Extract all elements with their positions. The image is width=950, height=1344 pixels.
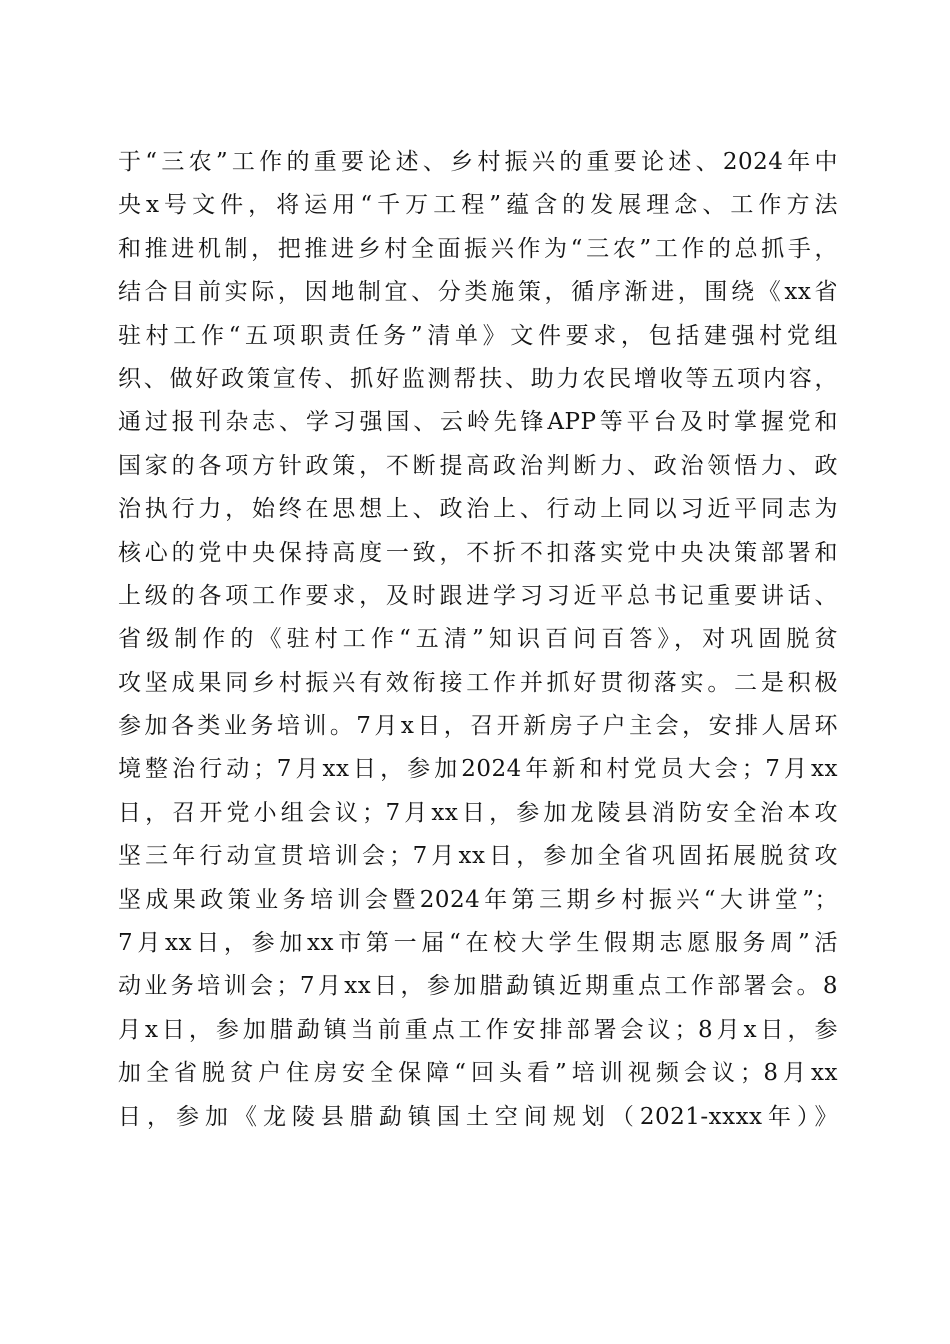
text-line: 参加各类业务培训。7月x日，召开新房子户主会，安排人居环 — [118, 713, 838, 740]
text-line: 坚成果政策业务培训会暨2024年第三期乡村振兴“大讲堂”； — [118, 886, 838, 913]
text-line: 驻村工作“五项职责任务”清单》文件要求，包括建强村党组 — [118, 322, 838, 349]
text-line: 和推进机制，把推进乡村全面振兴作为“三农”工作的总抓手， — [118, 235, 838, 262]
text-line: 结合目前实际，因地制宜、分类施策，循序渐进，围绕《xx省 — [118, 279, 838, 306]
text-line: 动业务培训会；7月xx日，参加腊勐镇近期重点工作部署会。8 — [118, 973, 838, 1000]
text-line: 通过报刊杂志、学习强国、云岭先锋APP等平台及时掌握党和 — [118, 409, 838, 436]
text-line: 省级制作的《驻村工作“五清”知识百问百答》，对巩固脱贫 — [118, 626, 838, 653]
text-line: 于“三农”工作的重要论述、乡村振兴的重要论述、2024年中 — [118, 149, 838, 175]
text-line: 坚三年行动宣贯培训会；7月xx日，参加全省巩固拓展脱贫攻 — [118, 843, 838, 870]
text-line: 央x号文件，将运用“千万工程”蕴含的发展理念、工作方法 — [118, 192, 838, 219]
text-line: 境整治行动；7月xx日，参加2024年新和村党员大会；7月xx — [118, 756, 838, 783]
text-line: 日，参加《龙陵县腊勐镇国土空间规划（2021-xxxx年）》 — [118, 1103, 838, 1130]
text-line: 月x日，参加腊勐镇当前重点工作安排部署会议；8月x日，参 — [118, 1016, 838, 1043]
text-line: 7月xx日，参加xx市第一届“在校大学生假期志愿服务周”活 — [118, 930, 838, 957]
text-line: 国家的各项方针政策，不断提高政治判断力、政治领悟力、政 — [118, 452, 838, 479]
body-text — [118, 141, 838, 1139]
text-line: 日，召开党小组会议；7月xx日，参加龙陵县消防安全治本攻 — [118, 799, 838, 826]
text-line: 攻坚成果同乡村振兴有效衔接工作并抓好贯彻落实。二是积极 — [118, 669, 838, 696]
text-line: 治执行力，始终在思想上、政治上、行动上同以习近平同志为 — [118, 496, 838, 523]
text-line: 织、做好政策宣传、抓好监测帮扶、助力农民增收等五项内容， — [118, 365, 838, 392]
text-line: 核心的党中央保持高度一致，不折不扣落实党中央决策部署和 — [118, 539, 838, 566]
text-line: 加全省脱贫户住房安全保障“回头看”培训视频会议；8月xx — [118, 1060, 838, 1087]
text-line: 上级的各项工作要求，及时跟进学习习近平总书记重要讲话、 — [118, 582, 838, 609]
